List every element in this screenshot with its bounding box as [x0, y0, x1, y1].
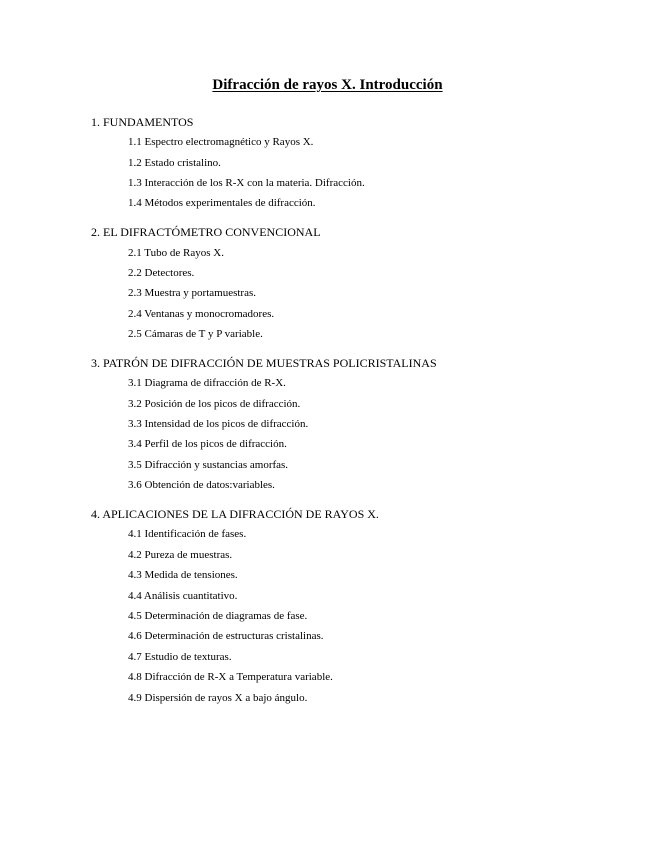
section-difractometro [91, 224, 631, 343]
section-heading: 2. EL DIFRACTÓMETRO CONVENCIONAL [91, 225, 321, 240]
list-item: 1.4 Métodos experimentales de difracción. [128, 197, 316, 210]
list-item: 3.2 Posición de los picos de difracción. [128, 397, 301, 410]
list-item: 4.1 Identificación de fases. [128, 528, 247, 541]
list-item: 4.3 Medida de tensiones. [128, 569, 238, 582]
list-item: 4.5 Determinación de diagramas de fase. [128, 610, 308, 622]
section-heading: 4. APLICACIONES DE LA DIFRACCIÓN DE RAYOS X. [91, 507, 379, 522]
section-items [91, 134, 631, 212]
list-item: 3.3 Intensidad de los picos de difracción. [128, 418, 309, 431]
section-items [91, 245, 631, 344]
list-item: 4.6 Determinación de estructuras cristalinas. [128, 630, 324, 643]
section-heading: 1. FUNDAMENTOS [91, 115, 194, 129]
list-item: 2.1 Tubo de Rayos X. [128, 246, 224, 259]
section-fundamentos [91, 114, 631, 212]
list-item: 1.3 Interacción de los R-X con la materia. Difracción. [128, 176, 365, 189]
list-item: 2.2 Detectores. [128, 266, 195, 279]
list-item: 2.4 Ventanas y monocromadores. [128, 307, 275, 320]
list-item: 3.5 Difracción y sustancias amorfas. [128, 458, 289, 471]
list-item: 3.1 Diagrama de difracción de R-X. [128, 377, 286, 390]
list-item: 1.1 Espectro electromagnético y Rayos X. [128, 136, 314, 149]
list-item: 4.4 Análisis cuantitativo. [128, 589, 238, 602]
list-item: 2.5 Cámaras de T y P variable. [128, 328, 263, 341]
section-heading: 3. PATRÓN DE DIFRACCIÓN DE MUESTRAS POLICRISTALINAS [91, 356, 437, 371]
list-item: 1.2 Estado cristalino. [128, 156, 221, 169]
list-item: 4.8 Difracción de R-X a Temperatura variable. [128, 671, 333, 684]
table-of-contents [91, 114, 631, 719]
list-item: 3.4 Perfil de los picos de difracción. [128, 438, 287, 451]
list-item: 2.3 Muestra y portamuestras. [128, 287, 256, 300]
section-patron-difraccion [91, 355, 631, 494]
list-item: 4.9 Dispersión de rayos X a bajo ángulo. [128, 691, 308, 704]
section-aplicaciones [91, 506, 631, 706]
section-items [91, 375, 631, 494]
list-item: 4.2 Pureza de muestras. [128, 548, 233, 561]
list-item: 3.6 Obtención de datos:variables. [128, 479, 275, 492]
list-item: 4.7 Estudio de texturas. [128, 650, 232, 663]
section-items [91, 526, 631, 706]
document-title: Difracción de rayos X. Introducción [212, 77, 443, 93]
